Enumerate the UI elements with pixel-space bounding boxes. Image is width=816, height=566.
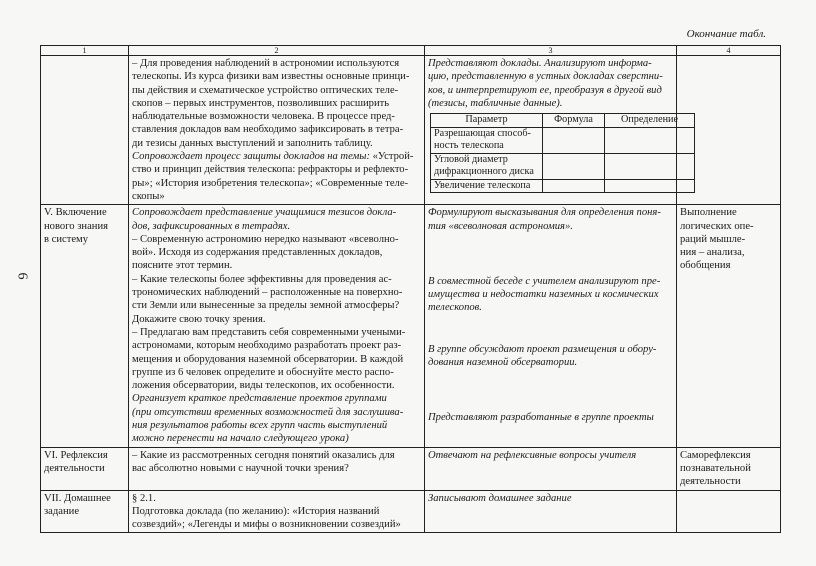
- parameters-row: Увеличение телескопа: [431, 179, 695, 193]
- teacher-activity-cell: § 2.1. Подготовка доклада (по желанию): «История названий созвездий»; «Легенды и мифы о возникновении созвездий»: [129, 490, 425, 533]
- column-number-row: [41, 46, 781, 56]
- parameters-row: Разрешающая способ- ность телескопа: [431, 127, 695, 153]
- student-activity-cell: Формулируют высказывания для определения поня- тия «всеволновая астрономия». В совместной беседе с учителем анализируют пре- имущества и недостатки наземных и космических телескопов. В группе обсуждают проект размещения и обору- дования наземной обсерватории. Представляют разработанные в группе проекты: [425, 205, 677, 447]
- teacher-activity-cell: – Для проведения наблюдений в астрономии используются телескопы. Из курса физики вам известны основные принци- пы действия и схематическое устройство оптических теле- скопов – первых инструментов, позволивших расширить наблюдательные возможности человека. В процессе пред- ставления докладов вам необходимо зафиксировать в тетра- ди тезисы данных выступлений и заполнить таблицу. Сопровождает процесс защиты докладов на темы: «Устрой- ство и принцип действия телескопа: рефракторы и рефлекто- ры»; «История изобретения телескопа»; «Современные теле- скопы»: [129, 56, 425, 205]
- column-number: 4: [677, 46, 781, 56]
- table-row: [41, 205, 781, 447]
- page-number: 6: [14, 272, 30, 280]
- parameters-row: Угловой диаметр дифракционного диска: [431, 153, 695, 179]
- stage-cell: VII. Домашнее задание: [41, 490, 129, 533]
- column-number: 2: [129, 46, 425, 56]
- lesson-table: [40, 45, 781, 533]
- ud-cell: [677, 490, 781, 533]
- column-number: 3: [425, 46, 677, 56]
- teacher-activity-cell: – Какие из рассмотренных сегодня понятий оказались для вас абсолютно новыми с научной точки зрения?: [129, 447, 425, 490]
- student-activity-cell: Отвечают на рефлексивные вопросы учителя: [425, 447, 677, 490]
- table-row: [41, 490, 781, 533]
- ud-cell: [677, 56, 781, 205]
- teacher-activity-cell: Сопровождает представление учащимися тезисов докла- дов, зафиксированных в тетрадях. – Современную астрономию нередко называют «всеволно- вой». Исходя из содержания представленных докладов, поясните этот термин. – Какие телескопы более эффективны для проведения ас- трономических наблюдений – расположенные на поверхно- сти Земли или вынесенные за пределы земной атмосферы? Докажите свою точку зрения. – Предлагаю вам представить себя современными учеными- астрономами, которым необходимо разработать проект раз- мещения и оборудования наземной обсерватории. В каждой группе из 6 человек определите и обоснуйте место распо- ложения обсерватории, виды телескопов, их особенности. Организует краткое представление проектов группами (при отсутствии временных возможностей для заслушива- ния результатов работы всех групп часть выступлений можно перенести на начало следующего урока): [129, 205, 425, 447]
- ud-cell: Саморефлексия познавательной деятельности: [677, 447, 781, 490]
- table-caption: Окончание табл.: [686, 28, 766, 40]
- parameters-header-row: Параметр Формула Определение: [431, 114, 695, 128]
- student-activity-cell: Представляют доклады. Анализируют информа- цию, представленную в устных докладах сверстни- ков, и интерпретируют ее, преобразуя в другой вид (тезисы, табличные данные). Параметр Формула Определение Разрешающая способ- ность телескопа Угловой диаметр дифракционного диска Увеличение телескопа: [425, 56, 677, 205]
- table-row: [41, 56, 781, 205]
- stage-cell: VI. Рефлексия деятельности: [41, 447, 129, 490]
- stage-cell: V. Включение нового знания в систему: [41, 205, 129, 447]
- table-row: [41, 447, 781, 490]
- parameters-table: [430, 113, 695, 193]
- column-number: 1: [41, 46, 129, 56]
- student-activity-cell: Записывают домашнее задание: [425, 490, 677, 533]
- ud-cell: Выполнение логических опе- раций мышле- ния – анализа, обобщения: [677, 205, 781, 447]
- stage-cell: [41, 56, 129, 205]
